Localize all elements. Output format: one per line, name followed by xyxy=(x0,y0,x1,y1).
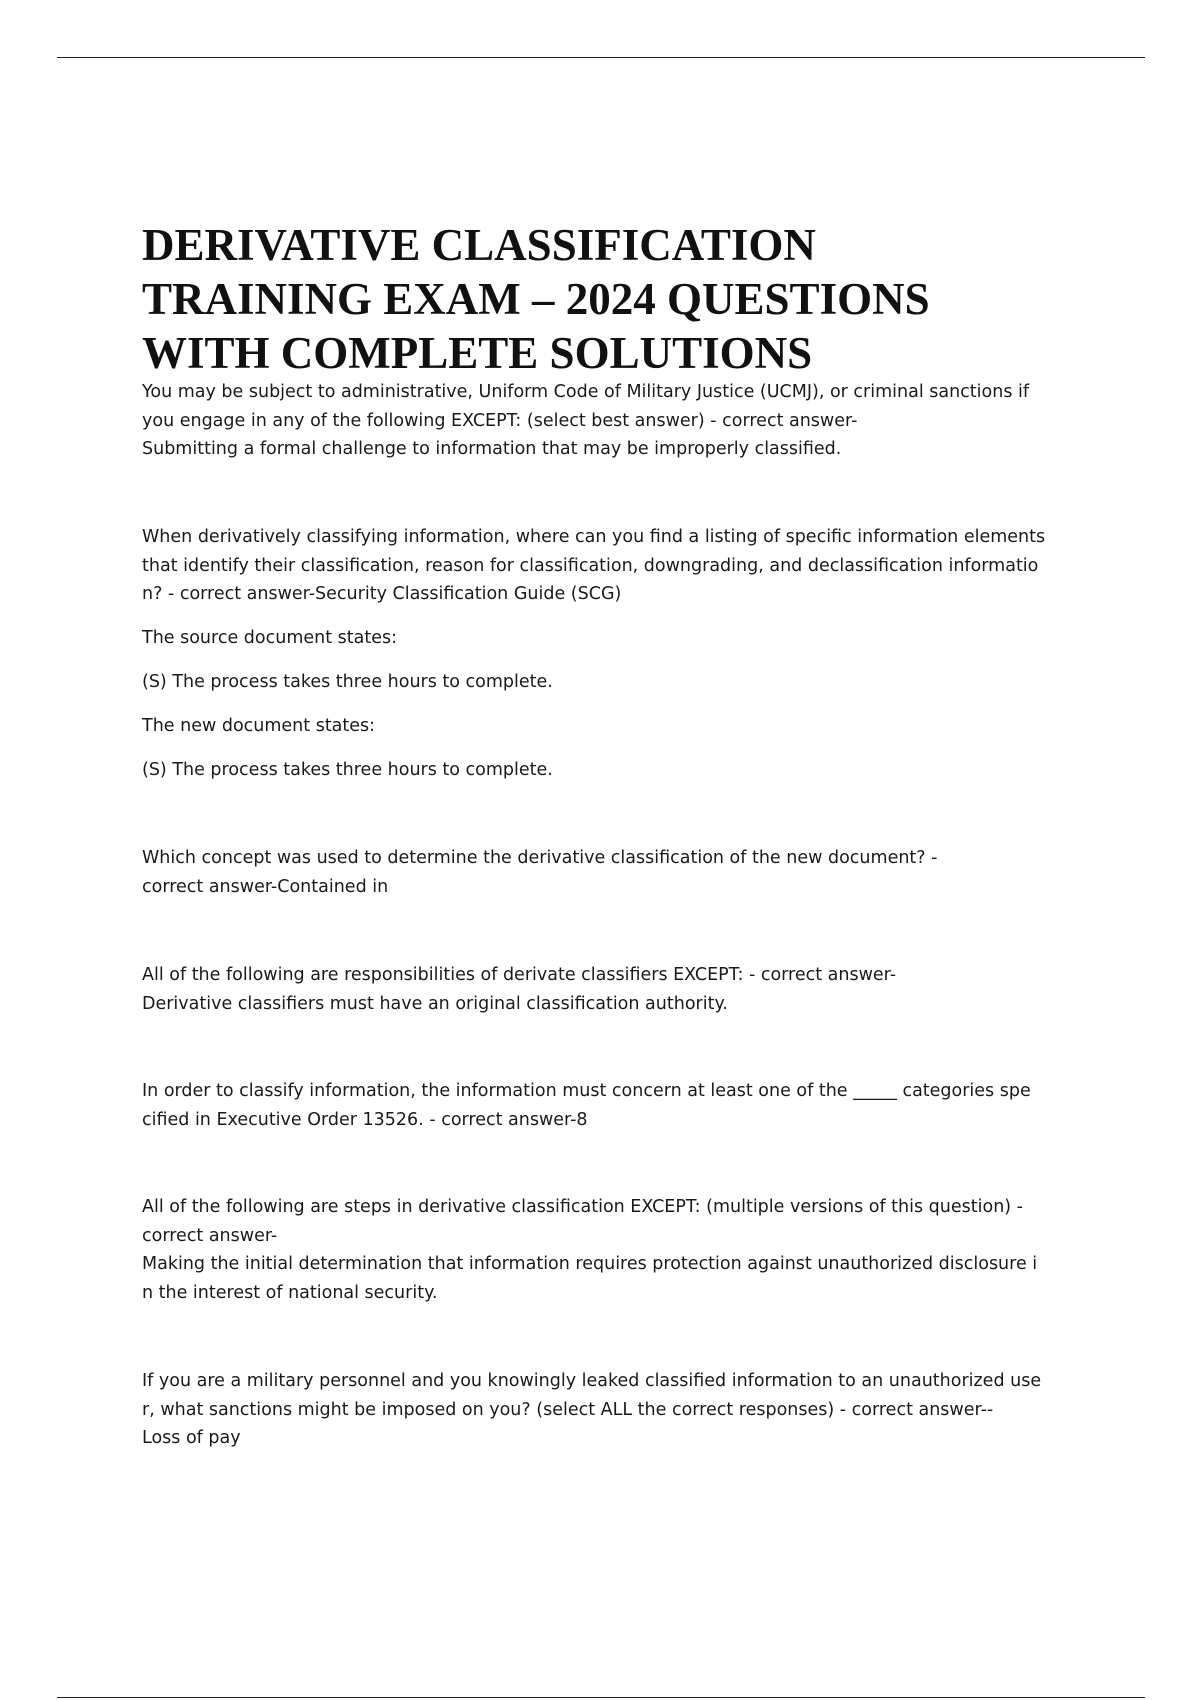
question-7: If you are a military personnel and you knowingly leaked classified information to an unauthorized use r, what sanctions might be imposed on you? (select ALL the correct responses) - correct answer-- Loss of pay xyxy=(142,1371,1042,1448)
question-6: All of the following are steps in derivative classification EXCEPT: (multiple versions of this question) - correct answer- Making the initial determination that information requires protection against unauthorized disclosure i n the interest of national security. xyxy=(142,1197,1038,1303)
new-document-text: (S) The process takes three hours to complete. xyxy=(142,760,553,780)
document-title: DERIVATIVE CLASSIFICATION TRAINING EXAM – 2024 QUESTIONS WITH COMPLETE SOLUTIONS xyxy=(142,220,930,378)
source-document-text: (S) The process takes three hours to complete. xyxy=(142,672,553,692)
question-3: Which concept was used to determine the derivative classification of the new document? - correct answer-Contained in xyxy=(142,848,938,897)
bottom-divider xyxy=(57,1697,1145,1698)
new-document-label: The new document states: xyxy=(142,716,376,736)
question-1: You may be subject to administrative, Uniform Code of Military Justice (UCMJ), or criminal sanctions if you engage in any of the following EXCEPT: (select best answer) - correct answer- Submitting a formal challenge to information that may be improperly classified. xyxy=(142,382,1030,459)
top-divider xyxy=(57,57,1145,58)
question-4: All of the following are responsibilities of derivate classifiers EXCEPT: - correct answer- Derivative classifiers must have an original classification authority. xyxy=(142,965,897,1014)
source-document-label: The source document states: xyxy=(142,628,397,648)
question-5: In order to classify information, the information must concern at least one of the _____ categories spe cified in Executive Order 13526. - correct answer-8 xyxy=(142,1081,1031,1130)
question-2: When derivatively classifying information, where can you find a listing of specific information elements that identify their classification, reason for classification, downgrading, and declassification informatio n? - correct answer-Security Classification Guide (SCG) xyxy=(142,527,1046,604)
